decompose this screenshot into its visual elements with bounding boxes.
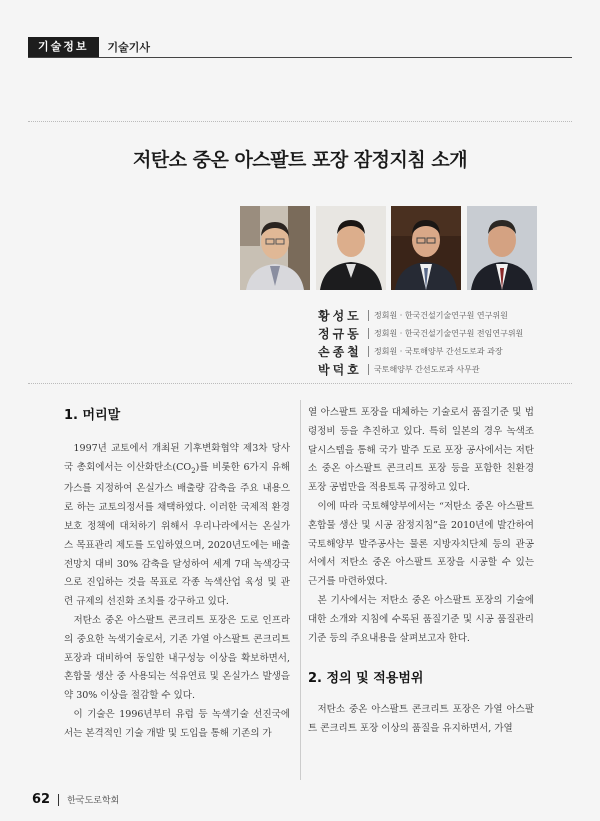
author-row [318, 306, 523, 324]
author-divider [368, 346, 369, 357]
paragraph: 열 아스팔트 포장을 대체하는 기술로서 품질기준 및 법령정비 등을 추진하고 있다. 특히 일본의 경우 녹색조달시스템을 통해 국가 발주 도로 포장 공사에서는 저탄소 중온 아스팔트 콘크리트 포장 등을 포함한 친환경 포장 공법만을 적용토록 규정하고 있다. [308, 407, 534, 494]
author-divider [368, 364, 369, 375]
author-photo-1 [240, 206, 310, 290]
author-name: 정규동 [318, 326, 362, 341]
section-heading-definition: 2. 정의 및 적용범위 [308, 671, 424, 686]
author-name: 황성도 [318, 308, 362, 323]
column-divider [300, 400, 301, 780]
author-name: 손종철 [318, 344, 362, 359]
header-rule [28, 57, 572, 58]
author-photo-3 [391, 206, 461, 290]
author-affiliation: 정회원 · 한국건설기술연구원 연구위원 [374, 310, 508, 320]
paragraph: 이 기술은 1996년부터 유럽 등 녹색기술 선진국에서는 본격적인 기술 개발 및 도입을 통해 기존의 가 [64, 709, 290, 739]
dotted-divider-bottom [28, 383, 572, 384]
paragraph: 저탄소 중온 아스팔트 콘크리트 포장은 도로 인프라의 중요한 녹색기술로서, 기존 가열 아스팔트 콘크리트 포장과 대비하여 동일한 내구성능 이상을 확보하면서, 혼합물 생산 중 사용되는 석유연료 및 온실가스 발생을 약 30% 이상을 절감할 수 있다. [64, 615, 290, 702]
author-affiliation: 정회원 · 한국건설기술연구원 전임연구위원 [374, 328, 524, 338]
author-divider [368, 310, 369, 321]
section-heading-intro: 1. 머리말 [64, 408, 121, 423]
right-column-section2 [308, 701, 534, 739]
category-tag: 기술정보 [28, 37, 99, 57]
author-affiliation: 국토해양부 간선도로과 사무관 [374, 364, 480, 374]
paragraph: 이에 따라 국토해양부에서는 “저탄소 중온 아스팔트 혼합물 생산 및 시공 잠정지침”을 2010년에 발간하여 국토해양부 발주공사는 물론 지방자치단체 등의 관공서에서 저탄소 중온 아스팔트 포장을 시공할 수 있는 근거를 마련하였다. [308, 500, 534, 588]
author-name: 박덕호 [318, 362, 362, 377]
author-photo-2 [316, 206, 386, 290]
paragraph: 본 기사에서는 저탄소 중온 아스팔트 포장의 기술에 대한 소개와 지침에 수록된 품질기준 및 시공 품질관리 기준 등의 주요내용을 살펴보고자 한다. [308, 594, 534, 644]
footer-divider [58, 794, 59, 806]
dotted-divider-top [28, 121, 572, 122]
author-row [318, 342, 523, 360]
author-row [318, 360, 523, 378]
author-row [318, 324, 523, 342]
paragraph: 저탄소 중온 아스팔트 콘크리트 포장은 가열 아스팔트 콘크리트 포장 이상의 품질을 유지하면서, 가열 [308, 704, 534, 734]
paragraph [64, 440, 290, 612]
paragraph-text: )를 비롯한 6가지 유해가스를 지정하여 온실가스 배출량 감축을 주요 내용으로 하는 교토의정서를 채택하였다. 이러한 국제적 환경보호 정책에 대처하기 위해서 우리나라에서는 온실가스 목표관리 제도를 도입하였으며, 2020년도에는 배출전망치 대비 30% 감축을 달성하여 세계 7대 녹색강국으로 진입하는 것을 목표로 각종 녹색산업 육성 및 관련 규제의 선진화 조치를 강구하고 있다. [64, 461, 290, 608]
subscript: 2 [191, 466, 196, 475]
publisher-name: 한국도로학회 [67, 796, 120, 806]
left-column [64, 440, 290, 744]
page-footer [32, 792, 119, 807]
paragraph-text: 1997년 교토에서 개최된 기후변화협약 제3차 당사국 총회에서는 이산화탄소(CO [64, 443, 290, 473]
article-title: 저탄소 중온 아스팔트 포장 잠정지침 소개 [132, 149, 468, 171]
right-column [308, 404, 534, 648]
author-divider [368, 328, 369, 339]
author-list [318, 306, 523, 378]
subcategory-tag: 기술기사 [107, 41, 151, 54]
header-bar [28, 37, 150, 57]
page-number: 62 [32, 792, 51, 807]
author-photo-4 [467, 206, 537, 290]
author-affiliation: 정회원 · 국토해양부 간선도로과 과장 [374, 346, 503, 356]
